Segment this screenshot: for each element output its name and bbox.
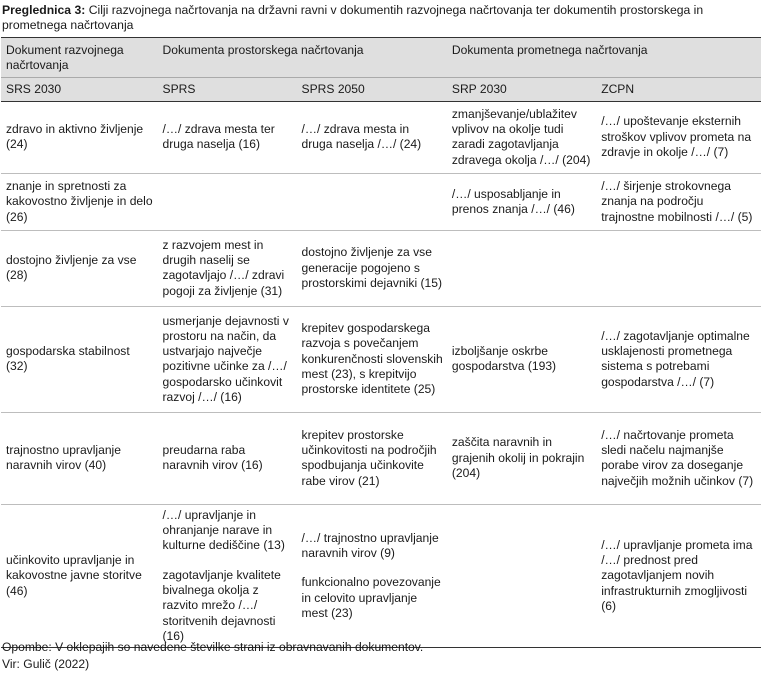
zcpn-cell: /…/ upravljanje prometa ima /…/ prednost pred zagotavljanjem novih infrastrukturnih zmogljivosti (6): [596, 504, 761, 647]
goal-cell: trajnostno upravljanje naravnih virov (40): [1, 412, 158, 504]
sprs-2050-entry: /…/ trajnostno upravljanje naravnih virov (9): [301, 530, 439, 561]
zcpn-cell: /…/ širjenje strokovnega znanja na področju trajnostne mobilnosti /…/ (5): [596, 173, 761, 230]
sprs-2050-cell: [297, 173, 447, 230]
header-sprs-2050: SPRS 2050: [297, 77, 447, 101]
srp-cell: [447, 504, 596, 647]
goal-cell: dostojno življenje za vse (28): [1, 230, 158, 306]
table-row: [1, 101, 761, 173]
sprs-2050-cell: krepitev prostorske učinkovitosti na področjih spodbujanja učinkovite rabe virov (21): [297, 412, 447, 504]
sprs-cell: usmerjanje dejavnosti v prostoru na način, da ustvarjajo največje pozitivne učinke za /…/ gospodarsko učinkovit razvoj /…/ (16): [158, 306, 297, 412]
sprs-2050-entry: funkcionalno povezovanje in celovito upravljanje mest (23): [301, 575, 441, 621]
sprs-2050-cell: [297, 504, 447, 647]
header-development-plan: Dokument razvojnega načrtovanja: [1, 38, 158, 78]
zcpn-cell: /…/ načrtovanje prometa sledi načelu najmanjše porabe virov za doseganje največjih možnih učinkov (7): [596, 412, 761, 504]
goal-cell: znanje in spretnosti za kakovostno življenje in delo (26): [1, 173, 158, 230]
footnote-remarks: Opombe: V oklepajih so navedene številke strani iz obravnavanih dokumentov.: [2, 640, 424, 654]
table-row: [1, 412, 761, 504]
header-sprs: SPRS: [158, 77, 297, 101]
caption-label: Preglednica 3:: [2, 3, 86, 17]
sprs-cell: [158, 504, 297, 647]
header-srp-2030: SRP 2030: [447, 77, 596, 101]
group-header-row: [1, 38, 761, 78]
srp-cell: izboljšanje oskrbe gospodarstva (193): [447, 306, 596, 412]
table-row: [1, 230, 761, 306]
goal-cell: učinkovito upravljanje in kakovostne javne storitve (46): [1, 504, 158, 647]
table-footnote: [2, 639, 423, 672]
table-row: [1, 173, 761, 230]
srp-cell: /…/ usposabljanje in prenos znanja /…/ (46): [447, 173, 596, 230]
srp-cell: [447, 230, 596, 306]
sprs-cell: /…/ zdrava mesta ter druga naselja (16): [158, 101, 297, 173]
sprs-2050-cell: dostojno življenje za vse generacije pogojeno s prostorskimi dejavniki (15): [297, 230, 447, 306]
sprs-cell: z razvojem mest in drugih naselij se zagotavljajo /…/ zdravi pogoji za življenje (31): [158, 230, 297, 306]
sprs-cell: [158, 173, 297, 230]
header-zcpn: ZCPN: [596, 77, 761, 101]
document-header-row: [1, 77, 761, 101]
sprs-entry: /…/ upravljanje in ohranjanje narave in kulturne dediščine (13): [162, 507, 285, 553]
sprs-cell: preudarna raba naravnih virov (16): [158, 412, 297, 504]
sprs-2050-cell: krepitev gospodarskega razvoja s povečanjem konkurenčnosti slovenskih mest (23), s krepitvijo prostorske identitete (25): [297, 306, 447, 412]
goal-cell: gospodarska stabilnost (32): [1, 306, 158, 412]
footnote-source: Vir: Gulič (2022): [2, 656, 90, 671]
goals-table: [1, 37, 761, 648]
table-row: [1, 306, 761, 412]
srp-cell: zaščita naravnih in grajenih okolij in pokrajin (204): [447, 412, 596, 504]
zcpn-cell: [596, 230, 761, 306]
goal-cell: zdravo in aktivno življenje (24): [1, 101, 158, 173]
table-caption: [2, 3, 758, 33]
header-spatial-plans: Dokumenta prostorskega načrtovanja: [158, 38, 447, 78]
header-srs-2030: SRS 2030: [1, 77, 158, 101]
zcpn-cell: /…/ upoštevanje eksternih stroškov vplivov prometa na zdravje in okolje /…/ (7): [596, 101, 761, 173]
caption-text: Cilji razvojnega načrtovanja na državni ravni v dokumentih razvojnega načrtovanja ter dokumentih prostorskega in prometnega načrtovanja: [2, 3, 704, 32]
zcpn-cell: /…/ zagotavljanje optimalne usklajenosti prometnega sistema s potrebami gospodarstva /…/ (7): [596, 306, 761, 412]
table-row: [1, 504, 761, 647]
sprs-2050-cell: /…/ zdrava mesta in druga naselja /…/ (24): [297, 101, 447, 173]
srp-cell: zmanjševanje/ublažitev vplivov na okolje tudi zaradi zagotavljanja zdravega okolja /…/ (204): [447, 101, 596, 173]
sprs-entry: zagotavljanje kvalitete bivalnega okolja z razvito mrežo /…/ storitvenih dejavnosti (16): [162, 567, 281, 643]
header-transport-plans: Dokumenta prometnega načrtovanja: [447, 38, 761, 78]
